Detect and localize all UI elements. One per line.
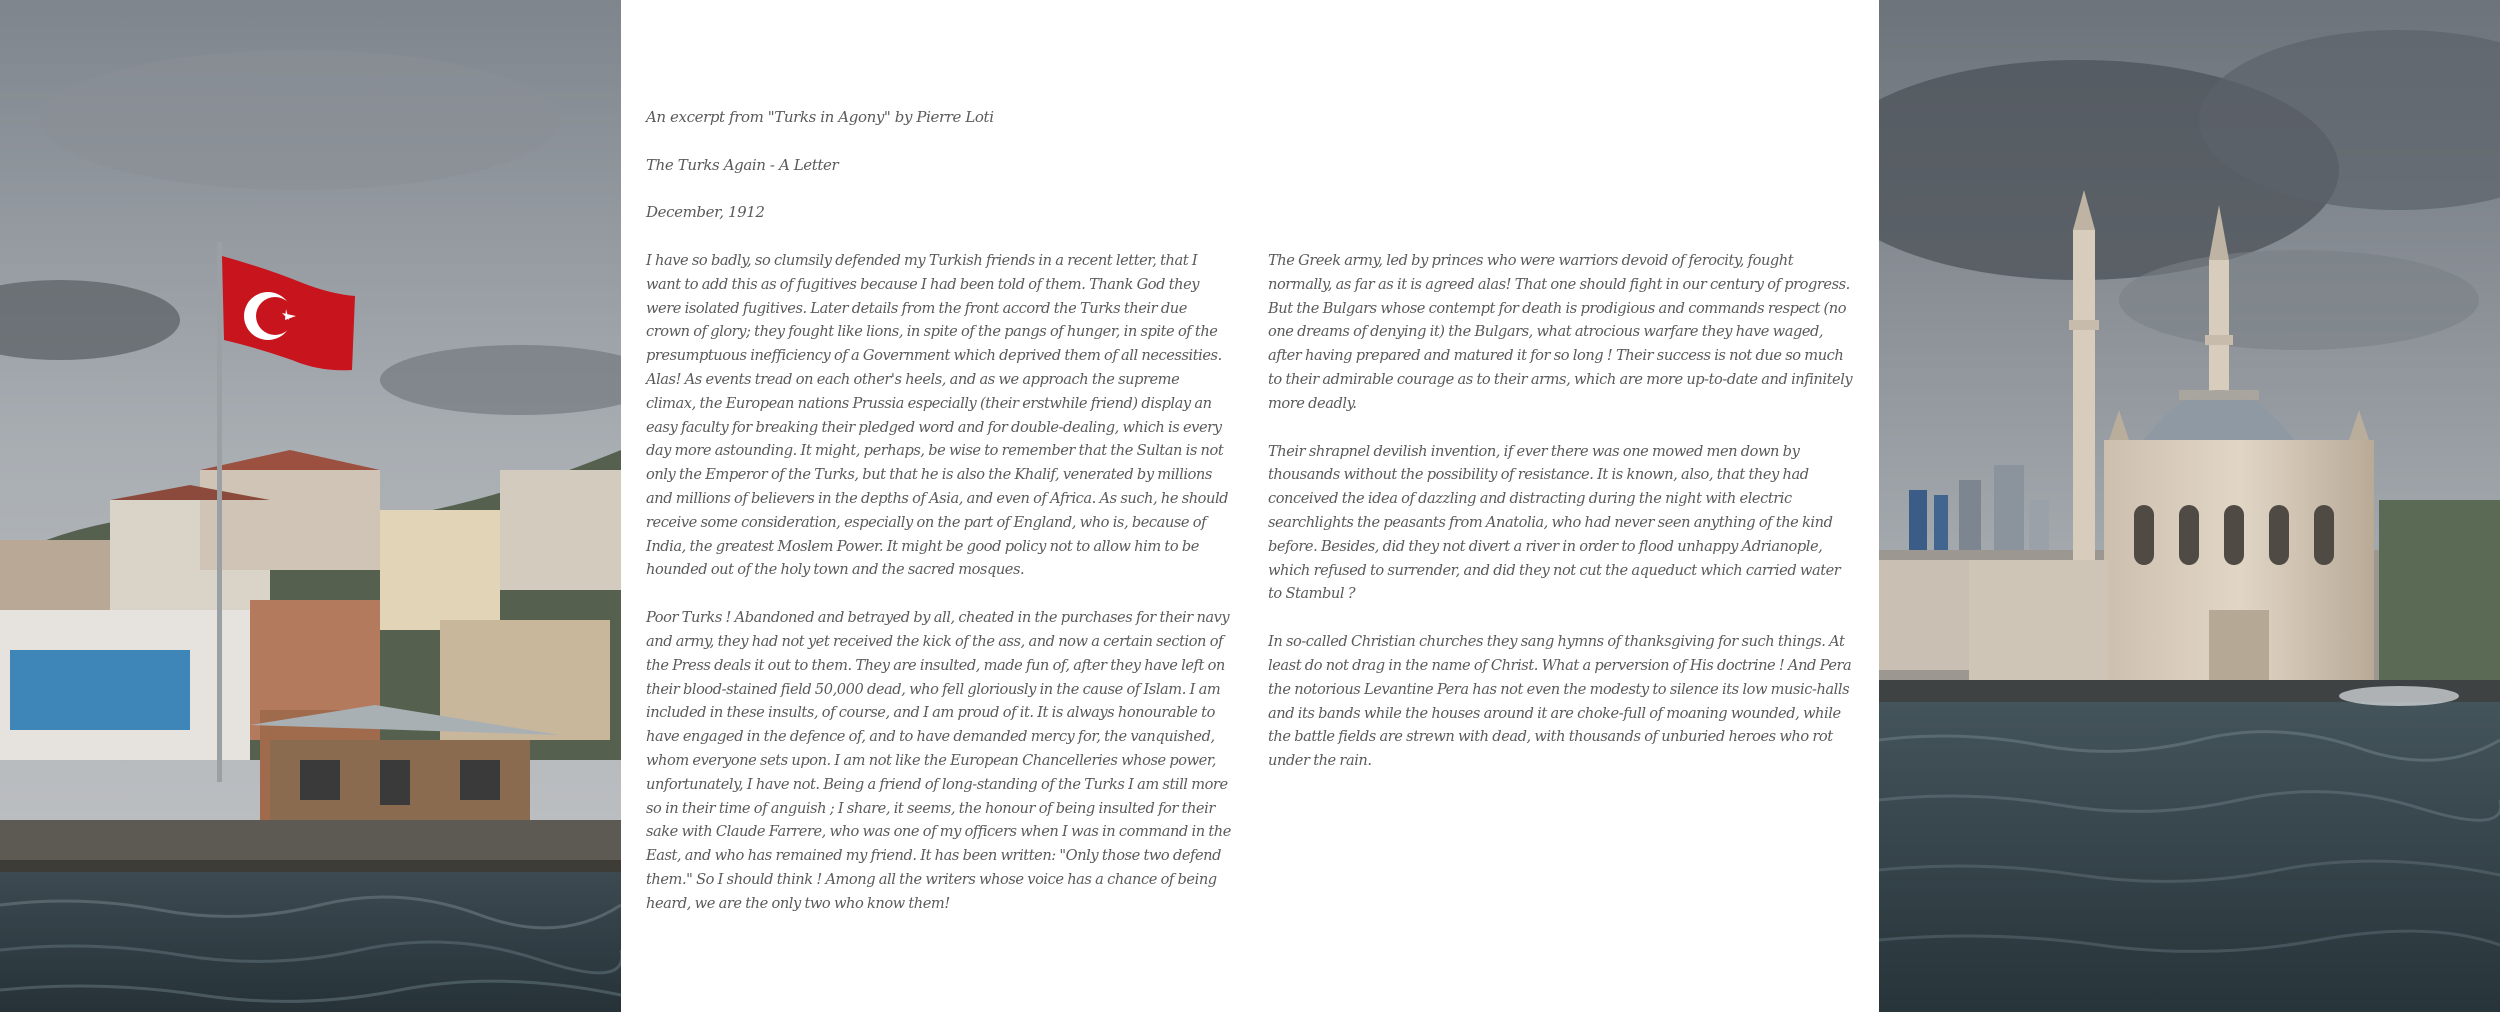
flag-pole: [217, 242, 222, 782]
istanbul-waterfront-flag-image: [0, 0, 621, 1012]
right-text-column: [1268, 249, 1853, 797]
left-text-column: [646, 249, 1231, 940]
paragraph: Poor Turks ! Abandoned and betrayed by all, cheated in the purchases for their navy and army, they had not yet received the kick of the ass, and now a certain section of the Press deals it out to them. They are insulted, made fun of, after they have left on their blood-stained field 50,000 dead, who fell gloriously in the cause of Islam. I am included in these insults, of course, and I am proud of it. It is always honourable to have engaged in the defence of, and to have demanded mercy for, the vanquished, whom everyone sets upon. I am not like the European Chancelleries whose power, unfortunately, I have not. Being a friend of long-standing of the Turks I am still more so in their time of anguish ; I share, it seems, the honour of being insulted for their sake with Claude Farrere, who was one of my officers when I was in command in the East, and who has remained my friend. It has been written: "Only those two defend them." So I should think ! Among all the writers whose voice has a chance of being heard, we are the only two who know them!: [646, 609, 1231, 912]
left-background-photo: [0, 0, 621, 1012]
paragraph: I have so badly, so clumsily defended my Turkish friends in a recent letter, that I want to add this as of fugitives because I had been told of them. Thank God they were isolated fugitives. Later details from the front accord the Turks their due crown of glory; they fought like lions, in spite of the pangs of hunger, in spite of the presumptuous inefficiency of a Government which deprived them of all necessities. Alas! As events tread on each other's heels, and as we approach the supreme climax, the European nations Prussia especially (their erstwhile friend) display an easy faculty for breaking their pledged word and for double-dealing, which is every day more astounding. It might, perhaps, be wise to remember that the Sultan is not only the Emperor of the Turks, but that he is also the Khalif, venerated by millions and millions of believers in the depths of Asia, and even of Africa. As such, he should receive some consideration, especially on the part of England, who is, because of India, the greatest Moslem Power. It might be good policy not to allow him to be hounded out of the holy town and the sacred mosques.: [646, 252, 1229, 579]
ortakoy-mosque-image: [1879, 0, 2500, 1012]
letter-page: [621, 0, 1879, 1012]
letter-title: The Turks Again - A Letter: [646, 156, 839, 174]
right-background-photo: [1879, 0, 2500, 1012]
letter-date: December, 1912: [646, 203, 765, 221]
excerpt-source-line: An excerpt from "Turks in Agony" by Pierre Loti: [646, 108, 994, 126]
paragraph: Their shrapnel devilish invention, if ever there was one mowed men down by thousands without the possibility of resistance. It is known, also, that they had conceived the idea of dazzling and distracting during the night with electric searchlights the peasants from Anatolia, who had never seen anything of the kind before. Besides, did they not divert a river in order to flood unhappy Adrianople, which refused to surrender, and did they not cut the aqueduct which carried water to Stambul ?: [1268, 442, 1841, 603]
paragraph: In so-called Christian churches they sang hymns of thanksgiving for such things. At least do not drag in the name of Christ. What a perversion of His doctrine ! And Pera the notorious Levantine Pera has not even the modesty to silence its low music-halls and its bands while the houses around it are choke-full of moaning wounded, while the battle fields are strewn with dead, with thousands of unburied heroes who rot under the rain.: [1268, 633, 1852, 770]
paragraph: The Greek army, led by princes who were warriors devoid of ferocity, fought normally, as far as it is agreed alas! That one should fight in our century of progress. But the Bulgars whose contempt for death is prodigious and commands respect (no one dreams of denying it) the Bulgars, what atrocious warfare they have waged, after having prepared and matured it for so long ! Their success is not due so much to their admirable courage as to their arms, which are more up-to-date and infinitely more deadly.: [1268, 252, 1853, 412]
